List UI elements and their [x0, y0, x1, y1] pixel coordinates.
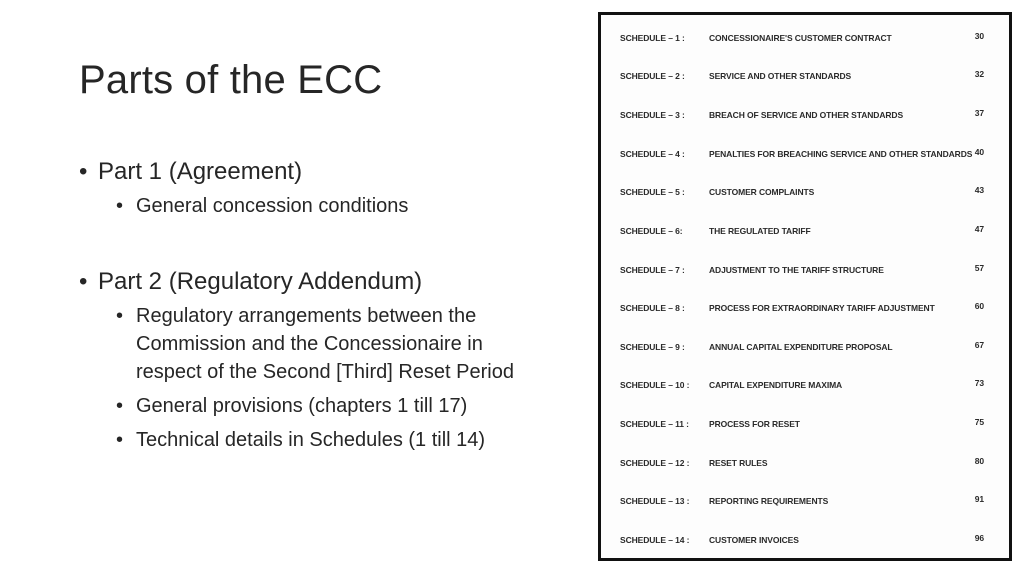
schedule-name: ANNUAL CAPITAL EXPENDITURE PROPOSAL: [709, 342, 893, 352]
schedule-list-image: [598, 12, 1012, 561]
sub-bullet-technical-details: • Technical details in Schedules (1 till 14): [79, 426, 549, 454]
schedule-label: SCHEDULE – 3 :: [620, 110, 685, 120]
schedule-label: SCHEDULE – 12 :: [620, 458, 690, 468]
schedule-row: [601, 187, 1009, 201]
schedule-page: 37: [974, 108, 984, 118]
schedule-row: [601, 226, 1009, 240]
schedule-label: SCHEDULE – 7 :: [620, 265, 685, 275]
schedule-page: 80: [974, 456, 984, 466]
bullet-part-2: • Part 2 (Regulatory Addendum): [79, 266, 549, 298]
schedule-row: [601, 33, 1009, 47]
schedule-row: [601, 265, 1009, 279]
schedule-name: PENALTIES FOR BREACHING SERVICE AND OTHER STANDARDS: [709, 149, 973, 159]
schedule-page: 96: [974, 533, 984, 543]
schedule-label: SCHEDULE – 13 :: [620, 496, 690, 506]
schedule-name: CUSTOMER INVOICES: [709, 535, 799, 545]
schedule-name: PROCESS FOR RESET: [709, 419, 800, 429]
schedule-name: RESET RULES: [709, 458, 768, 468]
schedule-row: [601, 71, 1009, 85]
schedule-name: BREACH OF SERVICE AND OTHER STANDARDS: [709, 110, 904, 120]
schedule-label: SCHEDULE – 9 :: [620, 342, 685, 352]
schedule-label: SCHEDULE – 11 :: [620, 419, 689, 429]
bullet-list: [79, 156, 549, 454]
schedule-name: THE REGULATED TARIFF: [709, 226, 811, 236]
sub-bullet-regulatory-arrangements: • Regulatory arrangements between the Commission and the Concessionaire in respect of the Second [Third] Reset Period: [79, 302, 549, 386]
schedule-label: SCHEDULE – 10 :: [620, 380, 690, 390]
schedule-page: 32: [974, 69, 984, 79]
schedule-label: SCHEDULE – 14 :: [620, 535, 690, 545]
schedule-row: [601, 496, 1009, 510]
schedule-row: [601, 535, 1009, 549]
slide-title: Parts of the ECC: [79, 58, 383, 102]
schedule-page: 43: [974, 185, 984, 195]
schedule-page: 40: [974, 147, 984, 157]
schedule-name: ADJUSTMENT TO THE TARIFF STRUCTURE: [709, 265, 884, 275]
schedule-name: REPORTING REQUIREMENTS: [709, 496, 829, 506]
sub-bullet-general-provisions: • General provisions (chapters 1 till 17): [79, 392, 549, 420]
schedule-page: 60: [974, 301, 984, 311]
schedule-label: SCHEDULE – 5 :: [620, 187, 685, 197]
schedule-name: CUSTOMER COMPLAINTS: [709, 187, 815, 197]
schedule-label: SCHEDULE – 6:: [620, 226, 683, 236]
schedule-label: SCHEDULE – 2 :: [620, 71, 685, 81]
schedule-name: SERVICE AND OTHER STANDARDS: [709, 71, 852, 81]
schedule-page: 91: [974, 494, 984, 504]
schedule-page: 75: [974, 417, 984, 427]
schedule-row: [601, 458, 1009, 472]
bullet-part-1: • Part 1 (Agreement): [79, 156, 549, 188]
schedule-page: 73: [974, 378, 984, 388]
schedule-name: PROCESS FOR EXTRAORDINARY TARIFF ADJUSTMENT: [709, 303, 935, 313]
schedule-page: 47: [974, 224, 984, 234]
schedule-page: 30: [974, 31, 984, 41]
schedule-page: 57: [974, 263, 984, 273]
schedule-name: CONCESSIONAIRE'S CUSTOMER CONTRACT: [709, 33, 892, 43]
schedule-label: SCHEDULE – 8 :: [620, 303, 685, 313]
schedule-row: [601, 380, 1009, 394]
schedule-name: CAPITAL EXPENDITURE MAXIMA: [709, 380, 843, 390]
schedule-label: SCHEDULE – 1 :: [620, 33, 685, 43]
schedule-row: [601, 303, 1009, 317]
schedule-row: [601, 342, 1009, 356]
sub-bullet-general-conditions: • General concession conditions: [79, 192, 549, 220]
schedule-label: SCHEDULE – 4 :: [620, 149, 685, 159]
schedule-row: [601, 110, 1009, 124]
schedule-row: [601, 419, 1009, 433]
schedule-row: [601, 149, 1009, 163]
schedule-page: 67: [974, 340, 984, 350]
